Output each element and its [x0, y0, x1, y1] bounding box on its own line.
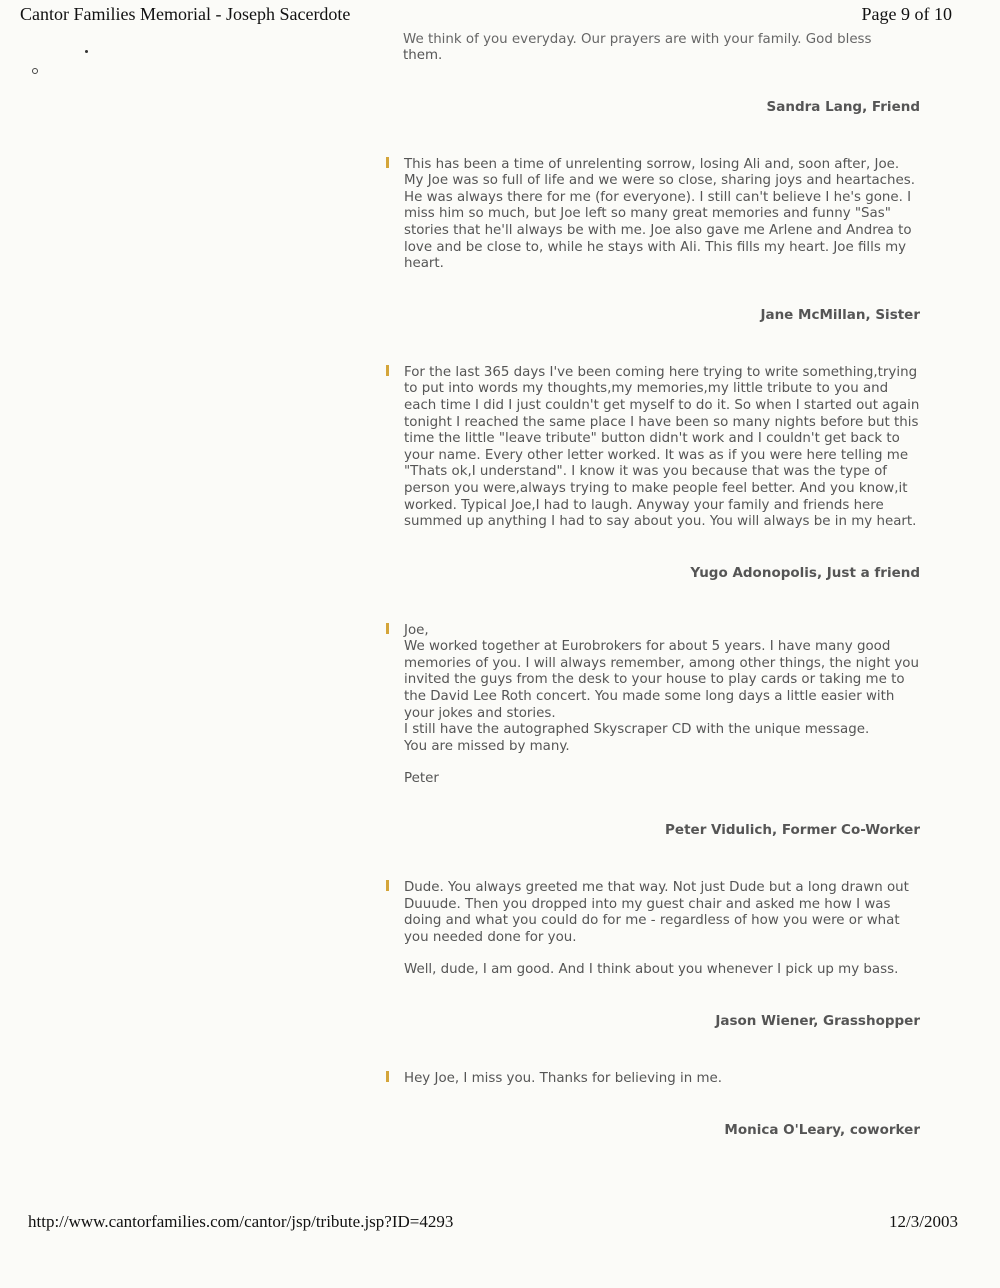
tribute-entry — [380, 365, 920, 531]
page-footer — [28, 1212, 958, 1236]
tribute-text: Peter — [404, 771, 439, 787]
bullet-icon — [386, 623, 389, 634]
tribute-entry — [380, 623, 920, 788]
tribute-list — [380, 32, 920, 1180]
page-number: Page 9 of 10 — [861, 4, 952, 24]
tribute-text: Hey Joe, I miss you. Thanks for believing in me. — [404, 1071, 723, 1086]
tribute-signature: Yugo Adonopolis, Just a friend — [690, 564, 920, 581]
tribute-signature: Sandra Lang, Friend — [766, 98, 920, 115]
bullet-icon — [386, 1071, 389, 1082]
document-title: Cantor Families Memorial - Joseph Sacerdote — [20, 4, 351, 24]
scan-speck — [85, 50, 88, 53]
tribute-text: Well, dude, I am good. And I think about you whenever I pick up my bass. — [404, 962, 899, 978]
bullet-icon — [386, 157, 389, 168]
print-date: 12/3/2003 — [889, 1212, 958, 1231]
tribute-signature: Peter Vidulich, Former Co-Worker — [665, 822, 920, 839]
tribute-entries — [380, 157, 920, 1138]
tribute-signature: Jane McMillan, Sister — [760, 306, 920, 323]
tribute-text: them. — [403, 48, 443, 63]
tribute-text: This has been a time of unrelenting sorrow, losing Ali and, soon after, Joe. My Joe was so full of life and we were so close, sharing joys and heartaches. He was always there for me (for everyone). I still can't believe I he's gone. I miss him so much, but Joe left so many great memories and funny "Sas" stories that he'll always be with me. Joe also gave me Arlene and Andrea to love and be close to, while he stays with Ali. This fills my heart. Joe fills my heart. — [404, 156, 915, 272]
tribute-entry — [380, 157, 920, 273]
bullet-icon — [386, 365, 389, 376]
tribute-signature: Monica O'Leary, coworker — [724, 1121, 920, 1138]
page-header — [20, 4, 952, 30]
tribute-signature: Jason Wiener, Grasshopper — [715, 1013, 920, 1029]
scan-speck — [32, 68, 38, 74]
tribute-text: Joe, We worked together at Eurobrokers for about 5 years. I have many good memories of you. I will always remember, among other things, the night you invited the guys from the desk to your house to play cards or taking me to the David Lee Roth concert. You made some long days a little easier with your jokes and stories. I still have the autographed Skyscraper CD with the unique message. You are missed by many. — [404, 622, 919, 754]
tribute-text: Dude. You always greeted me that way. Not just Dude but a long drawn out Duuude. Then you dropped into my guest chair and asked me how I was doing and what you could do for me - regardless of how you were or what you needed done for you. — [404, 880, 909, 945]
bullet-icon — [386, 880, 389, 891]
tribute-text: For the last 365 days I've been coming here trying to write something,trying to put into words my thoughts,my memories,my little tribute to you and each time I did I just couldn't get myself to do it. So when I started out again tonight I reached the same place I have been so many nights before but this time the little "leave tribute" button didn't work and I couldn't get back to your name. Every other letter worked. It was as if you were here telling me "Thats ok,I understand". I know it was you because that was the type of person you were,always trying to make people feel better. And you know,it worked. Typical Joe,I had to laugh. Anyway your family and friends here summed up anything I had to say about you. You will always be in my heart. — [404, 364, 920, 530]
tribute-entry — [380, 1071, 920, 1088]
cut-off-line: We think of you everyday. Our prayers are with your family. God bless — [403, 32, 872, 47]
page-url: http://www.cantorfamilies.com/cantor/jsp/tribute.jsp?ID=4293 — [28, 1212, 454, 1231]
tribute-entry — [380, 880, 920, 979]
